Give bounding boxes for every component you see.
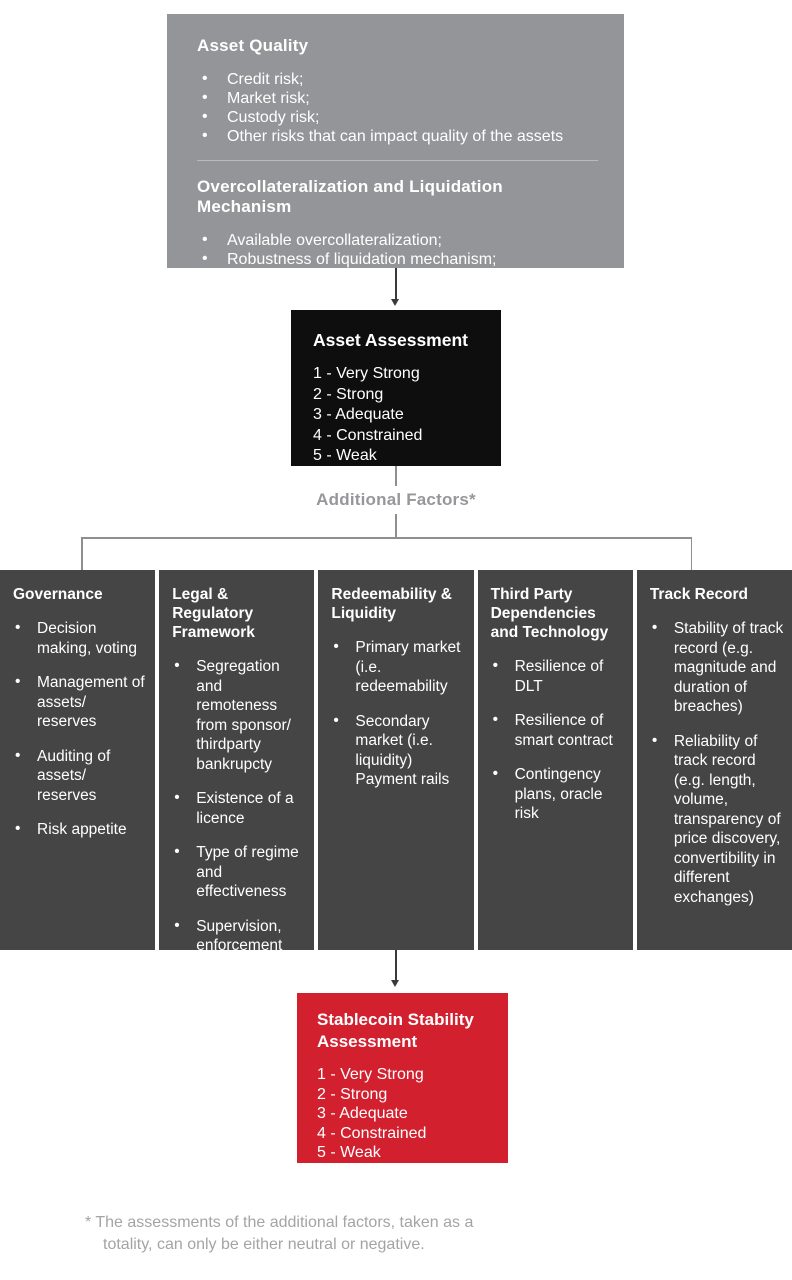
overcollateralization-section — [197, 177, 600, 288]
footnote: * The assessments of the additional factors, taken as a totality, can only be either neutral or negative. — [85, 1214, 474, 1253]
bullet-text: Risk appetite — [37, 821, 127, 838]
bullet-text: Type of regime and effectiveness — [196, 844, 299, 900]
connector-line-above-label — [395, 466, 397, 486]
bracket-left-drop-line — [81, 537, 83, 570]
bullet-text: Stability of track record (e.g. magnitude and duration of breaches) — [673, 620, 784, 715]
bullet-icon: • — [202, 269, 208, 286]
bullet-icon: • — [492, 765, 499, 782]
bullet-item — [491, 765, 625, 824]
bullet-text: Auditing of assets/ reserves — [37, 747, 111, 804]
bullet-item — [197, 70, 600, 89]
bullet-item — [197, 127, 600, 146]
bullet-text: Management of assets/ reserves — [37, 674, 145, 730]
bullet-text: Available overcollateralization; — [227, 232, 442, 249]
bullet-item — [197, 231, 600, 250]
column-governance — [0, 570, 155, 950]
scale-item: 2 - Strong — [313, 385, 384, 403]
bullet-item — [331, 638, 465, 697]
connector-line-top — [395, 268, 397, 299]
column-heading: Third Party Dependencies and Technology — [490, 586, 609, 641]
bullet-item — [13, 820, 147, 840]
bullet-icon: • — [174, 657, 180, 674]
bullet-text: Contingency plans, oracle risk — [514, 766, 603, 822]
column-legal-regulatory — [159, 570, 314, 954]
bullet-icon: • — [174, 843, 180, 860]
scale-item: 4 - Constrained — [317, 1124, 427, 1142]
bullet-icon: • — [15, 673, 21, 690]
bullet-item — [491, 657, 625, 696]
bullet-icon: • — [333, 638, 339, 655]
scale-item: 4 - Constrained — [313, 426, 423, 444]
column-bullet-list — [331, 638, 465, 790]
additional-factors-label: Additional Factors* — [316, 490, 476, 509]
bullet-text: Decision making, voting — [37, 620, 137, 657]
overcollateralization-bullet-list — [197, 231, 600, 288]
bullet-item — [172, 657, 306, 774]
bullet-item — [197, 269, 600, 288]
stablecoin-stability-heading: Stablecoin Stability Assessment — [317, 1010, 474, 1051]
bullet-item — [331, 712, 465, 790]
column-heading: Legal & Regulatory Framework — [172, 586, 255, 641]
overcollateralization-heading: Overcollateralization and Liquidation Mechanism — [197, 177, 503, 216]
bullet-item — [172, 917, 306, 956]
factor-columns — [0, 570, 792, 954]
bullet-text: Secondary market (i.e. liquidity) Payment rails — [355, 712, 450, 788]
asset-quality-section — [197, 36, 600, 146]
bullet-text: Supervision, enforcement — [196, 917, 283, 954]
bullet-icon: • — [202, 89, 208, 106]
scale-item: 3 - Adequate — [313, 406, 404, 423]
bullet-icon: • — [174, 916, 180, 934]
scale-item: 5 - Weak — [317, 1144, 381, 1161]
bullet-item — [13, 747, 147, 806]
bullet-item — [650, 619, 784, 717]
bullet-icon: • — [15, 619, 21, 636]
arrow-down-icon — [391, 299, 399, 306]
bullet-icon: • — [15, 746, 21, 764]
bullet-icon: • — [202, 127, 208, 144]
asset-quality-bullet-list — [197, 70, 600, 146]
bracket-right-drop-line — [691, 537, 693, 570]
column-heading: Redeemability & Liquidity — [331, 586, 453, 622]
stablecoin-stability-scale — [317, 1065, 500, 1163]
bullet-icon: • — [202, 108, 208, 125]
bullet-icon: • — [174, 789, 180, 806]
column-bullet-list — [491, 657, 625, 824]
bullet-text: Market risk; — [227, 90, 310, 107]
asset-assessment-scale — [313, 364, 491, 467]
bullet-icon: • — [651, 731, 658, 749]
bullet-item — [13, 619, 147, 658]
bullet-icon: • — [202, 70, 208, 87]
bullet-icon: • — [333, 711, 339, 729]
bullet-text: Resilience of smart contract — [514, 712, 613, 749]
arrow-down-icon — [391, 980, 399, 987]
connector-line-below-label — [395, 514, 397, 538]
bullet-item — [13, 673, 147, 732]
column-redeemability-liquidity — [318, 570, 473, 950]
column-bullet-list — [172, 657, 306, 956]
bullet-text: Custody risk; — [227, 109, 320, 126]
bullet-icon: • — [202, 231, 208, 248]
section-divider — [197, 160, 598, 161]
bullet-icon: • — [15, 820, 21, 837]
stablecoin-stability-box — [297, 993, 508, 1163]
bullet-item — [172, 789, 306, 828]
bullet-text: Primary market (i.e. redeemability — [355, 639, 461, 695]
bullet-text: Reserve funds — [227, 270, 331, 287]
bullet-text: Other risks that can impact quality of the assets — [227, 128, 564, 145]
bullet-icon: • — [492, 711, 499, 728]
bracket-horizontal-line — [81, 537, 692, 539]
column-track-record — [637, 570, 792, 950]
bullet-text: Credit risk; — [227, 71, 304, 88]
column-bullet-list — [13, 619, 147, 840]
connector-line-bottom — [395, 950, 397, 980]
bullet-item — [197, 108, 600, 127]
asset-assessment-heading: Asset Assessment — [313, 330, 468, 350]
asset-quality-box — [167, 14, 624, 287]
bullet-icon: • — [492, 657, 499, 674]
bullet-text: Segregation and remoteness from sponsor/ thirdparty bankrupcty — [196, 658, 291, 773]
asset-quality-heading: Asset Quality — [197, 36, 309, 55]
scale-item: 3 - Adequate — [317, 1105, 408, 1122]
bullet-text: Reliability of track record (e.g. length, volume, transparency of price discovery, convertibility in different exchanges) — [673, 732, 781, 906]
bullet-item — [172, 843, 306, 902]
bullet-item — [491, 711, 625, 750]
scale-item: 1 - Very Strong — [317, 1066, 424, 1083]
bullet-item — [650, 732, 784, 908]
column-third-party-technology — [478, 570, 633, 950]
scale-item: 1 - Very Strong — [313, 365, 420, 382]
column-bullet-list — [650, 619, 784, 907]
scale-item: 5 - Weak — [313, 447, 377, 464]
column-heading: Track Record — [649, 586, 749, 603]
bullet-text: Robustness of liquidation mechanism; — [227, 251, 497, 268]
bullet-text: Resilience of DLT — [514, 658, 604, 695]
bullet-icon: • — [202, 250, 208, 267]
bullet-item — [197, 89, 600, 108]
bullet-item — [197, 250, 600, 269]
column-heading: Governance — [13, 586, 103, 603]
bullet-text: Existence of a licence — [196, 790, 294, 827]
bullet-icon: • — [651, 619, 658, 636]
scale-item: 2 - Strong — [317, 1085, 388, 1103]
asset-assessment-box — [291, 310, 501, 466]
